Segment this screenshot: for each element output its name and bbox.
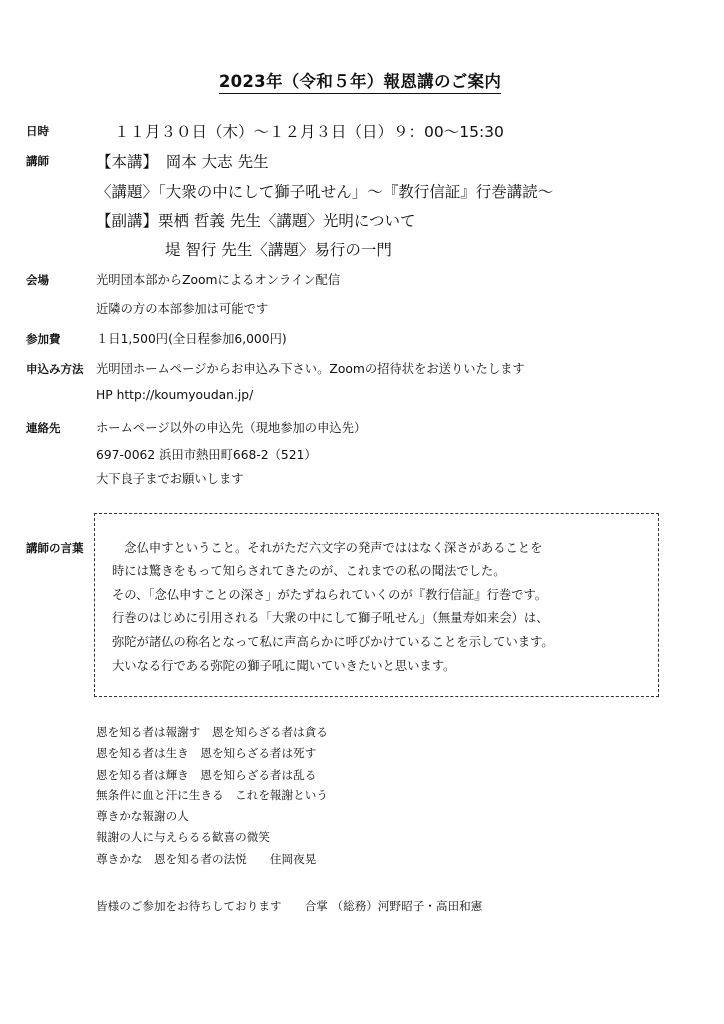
lecturers-label: 講師 bbox=[26, 154, 49, 168]
lecturer-main-topic: 〈講題〉「大衆の中にして獅子吼せん」～『教行信証』行巻講読～ bbox=[96, 183, 554, 201]
message-line: 行巻のはじめに引用される「大衆の中にして獅子吼せん」（無量寿如来会）は、 bbox=[112, 611, 549, 625]
contact-line-1: ホームページ以外の申込先（現地参加の申込先） bbox=[96, 421, 367, 435]
message-line: 大いなる行である弥陀の獅子吼に聞いていきたいと思います。 bbox=[112, 659, 456, 673]
message-label: 講師の言葉 bbox=[26, 541, 84, 555]
poem-line: 恩を知る者は輝き 恩を知らざる者は乱る bbox=[96, 768, 317, 782]
contact-label: 連絡先 bbox=[26, 421, 61, 435]
poem-line: 尊きかな 恩を知る者の法悦 住岡夜晃 bbox=[96, 852, 317, 866]
closing-line: 皆様のご参加をお待ちしております 合掌 （総務）河野昭子・高田和憲 bbox=[96, 899, 483, 913]
application-label: 申込み方法 bbox=[26, 362, 84, 376]
lecturer-main: 【本講】 岡本 大志 先生 bbox=[96, 153, 269, 171]
page-title bbox=[0, 68, 724, 94]
message-line: 弥陀が諸仏の称名となって私に声高らかに呼びかけていることを示しています。 bbox=[112, 635, 554, 649]
venue-line-2: 近隣の方の本部参加は可能です bbox=[96, 302, 269, 316]
contact-person: 大下良子までお願いします bbox=[96, 472, 244, 486]
homepage-link[interactable]: HP http://koumyoudan.jp/ bbox=[96, 388, 254, 402]
poem-line: 恩を知る者は報謝す 恩を知らざる者は貪る bbox=[96, 725, 328, 739]
poem-line: 無条件に血と汗に生きる これを報謝という bbox=[96, 788, 328, 802]
message-line: その、「念仏申すことの深さ」がたずねられていくのが『教行信証』行巻です。 bbox=[112, 588, 548, 602]
lecturer-sub-1: 【副講】栗栖 哲義 先生〈講題〉光明について bbox=[96, 212, 416, 230]
lecturer-sub-2: 堤 智行 先生〈講題〉易行の一門 bbox=[165, 241, 392, 259]
poem-line: 恩を知る者は生き 恩を知らざる者は死す bbox=[96, 746, 317, 760]
message-line: 時には驚きをもって知らされてきたのが、これまでの私の聞法でした。 bbox=[112, 564, 506, 578]
venue-line-1: 光明団本部からZoomによるオンライン配信 bbox=[96, 273, 341, 287]
contact-address: 697-0062 浜田市熱田町668-2（521） bbox=[96, 448, 317, 462]
date-value: １１月３０日（木）～１２月３日（日）９：00～15:30 bbox=[114, 123, 504, 141]
page-title-text: 2023年（令和５年）報恩講のご案内 bbox=[219, 68, 501, 94]
application-line-1: 光明団ホームページからお申込み下さい。Zoomの招待状をお送りいたします bbox=[96, 362, 525, 376]
venue-label: 会場 bbox=[26, 273, 49, 287]
message-line: 念仏申すということ。それがただ六文字の発声でははなく深さがあることを bbox=[112, 541, 543, 555]
fee-value: １日1,500円(全日程参加6,000円) bbox=[96, 332, 287, 346]
poem-line: 尊きかな報謝の人 bbox=[96, 809, 189, 823]
fee-label: 参加費 bbox=[26, 332, 61, 346]
date-label: 日時 bbox=[26, 124, 49, 138]
poem-line: 報謝の人に与えらるる歓喜の微笑 bbox=[96, 830, 270, 844]
